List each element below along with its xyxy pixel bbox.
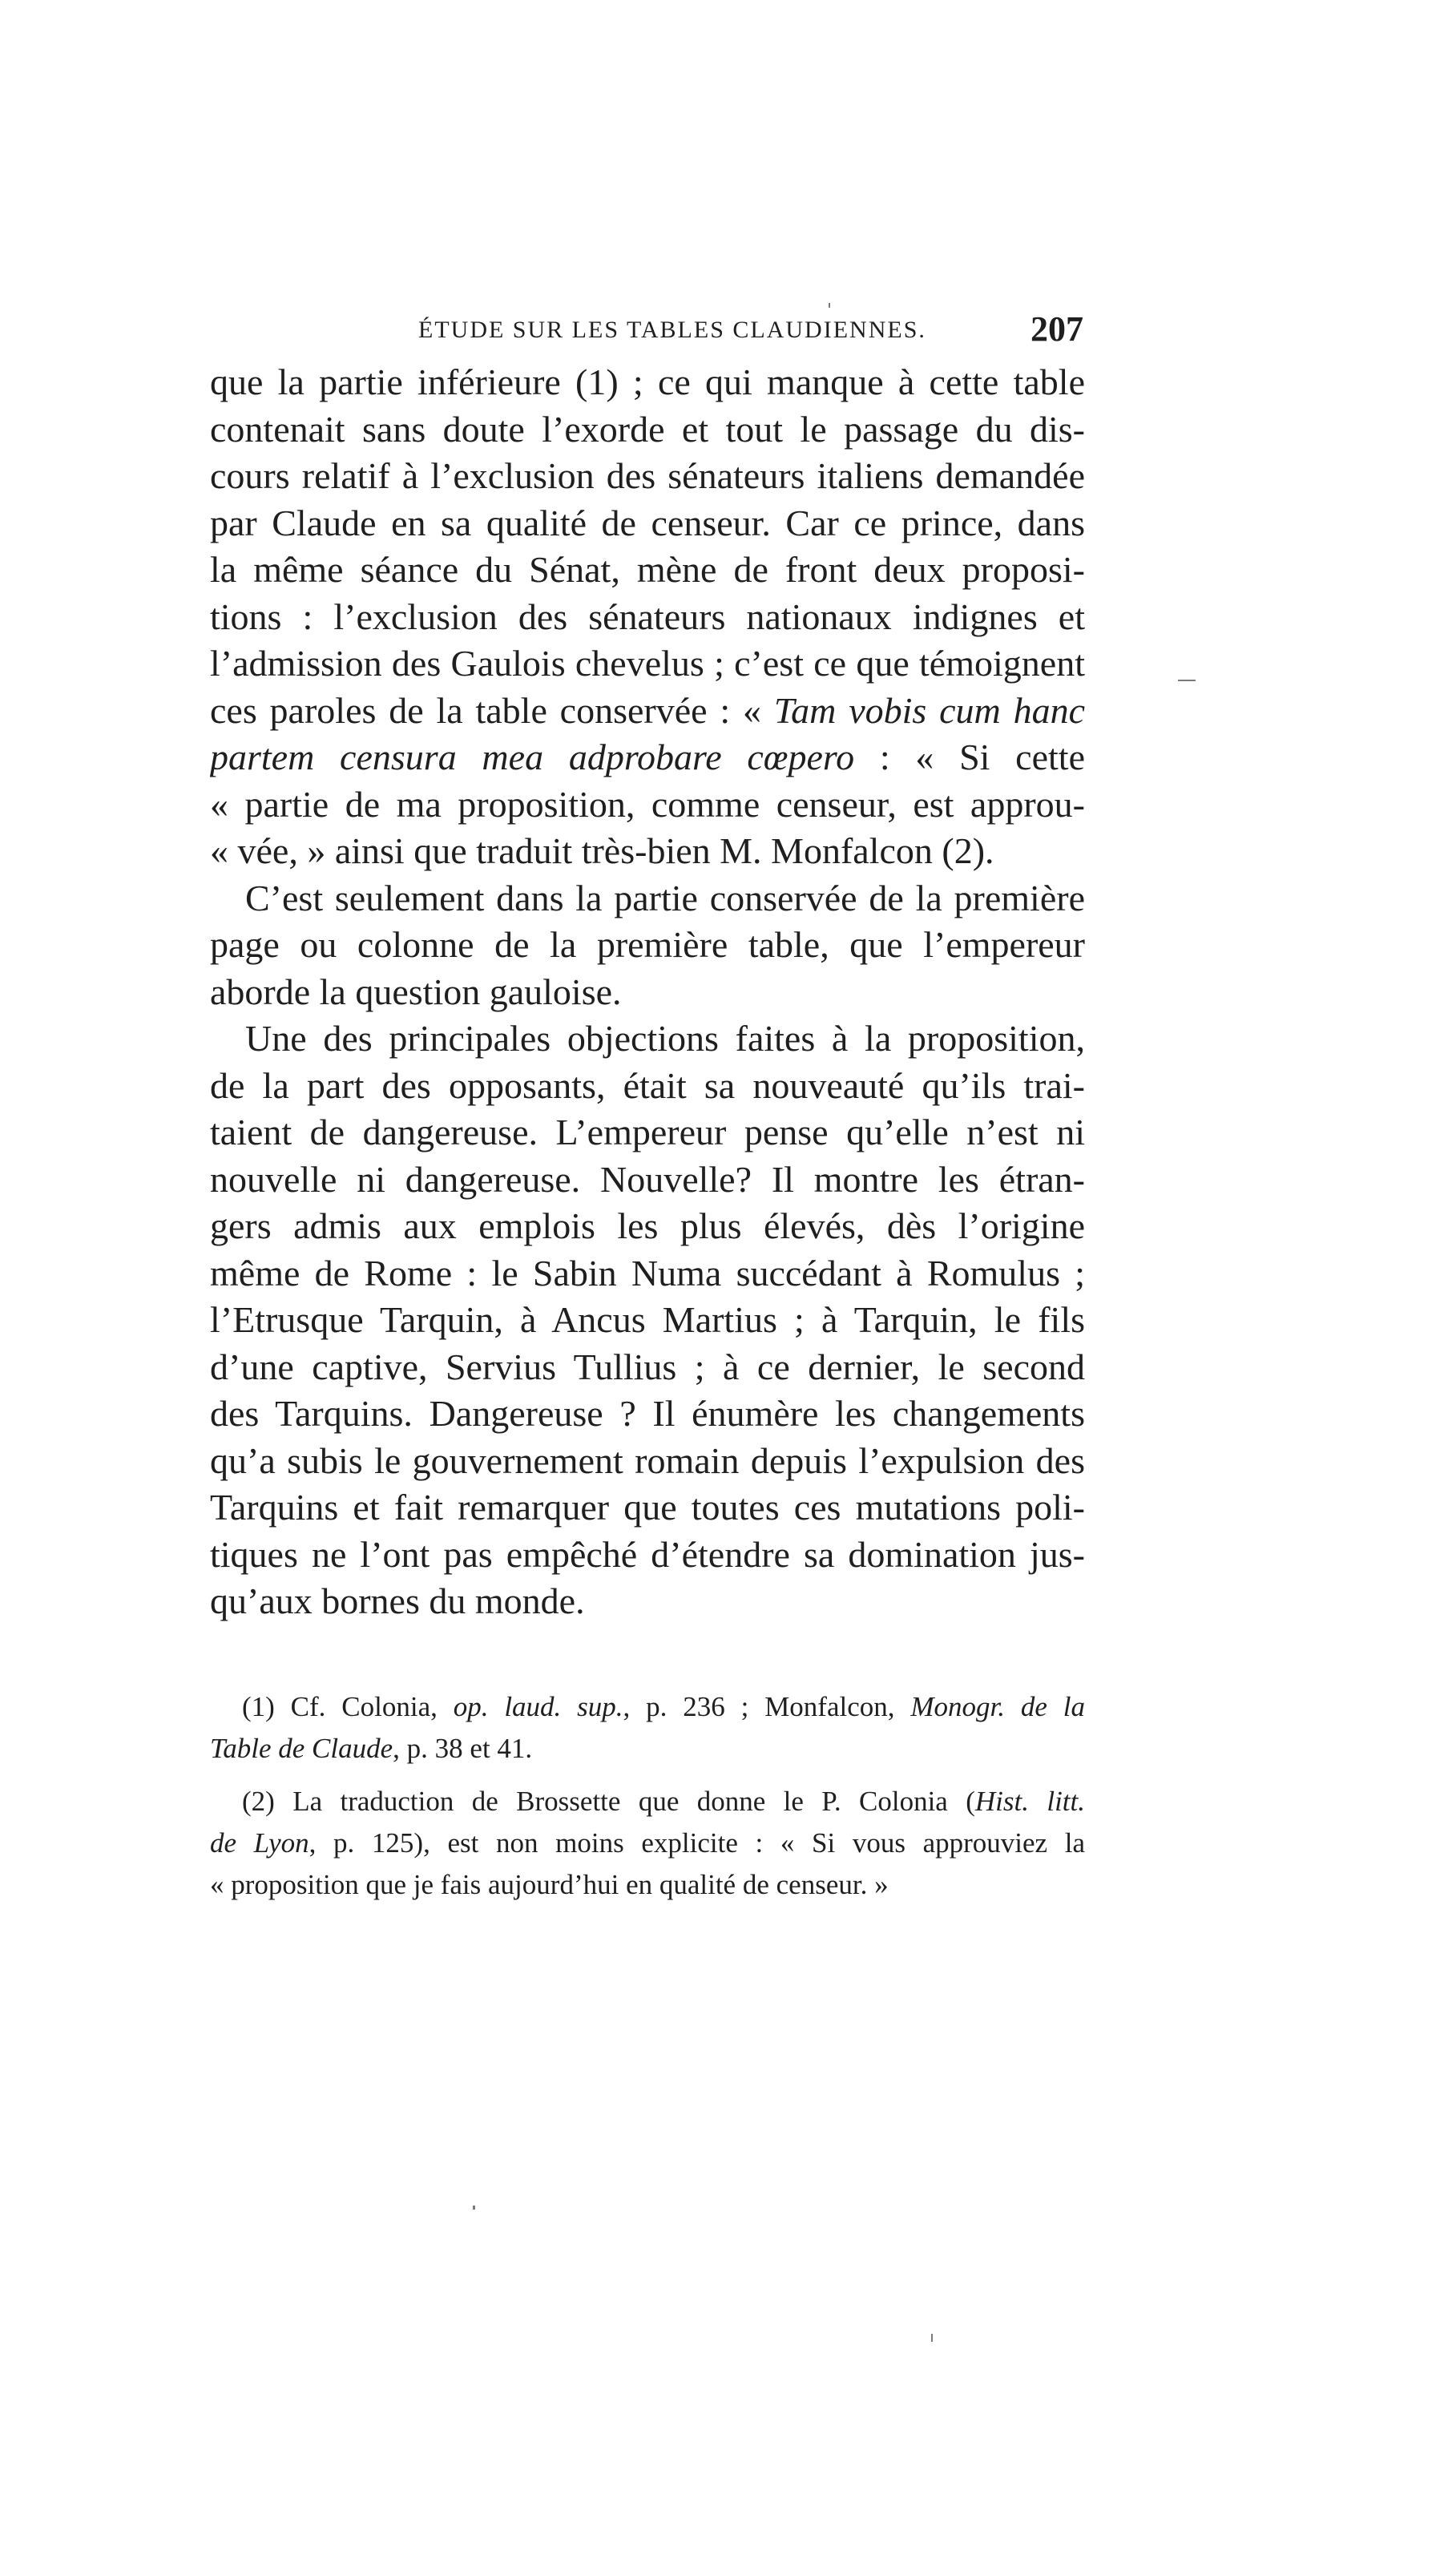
text-line: Une des principales objections faites à la proposition,: [245, 1018, 1085, 1059]
running-title: ÉTUDE SUR LES TABLES CLAUDIENNES.: [418, 317, 926, 343]
text-line: que la partie inférieure (1) ; ce qui manque à cette table: [210, 361, 1085, 402]
text-line: l’admission des Gaulois chevelus ; c’est ce que témoignent: [210, 643, 1085, 684]
text-line-with-latin: [210, 688, 1085, 735]
footnote-gap: [210, 1770, 1085, 1781]
text-line: tiques ne l’ont pas empêché d’étendre sa domination jus-: [210, 1533, 1085, 1575]
text-segment: ces paroles de la table conservée : «: [210, 689, 761, 731]
text-line-with-latin: [210, 734, 1085, 781]
text-line: l’Etrusque Tarquin, à Ancus Martius ; à Tarquin, le fils: [210, 1299, 1085, 1340]
text-line: qu’a subis le gouvernement romain depuis l’expulsion des: [210, 1439, 1085, 1481]
text-line: la même séance du Sénat, mène de front deux proposi-: [210, 549, 1085, 590]
text-line: de la part des opposants, était sa nouveauté qu’ils trai-: [210, 1064, 1085, 1106]
scan-speck: [931, 2334, 933, 2342]
text-segment: : « Si cette: [854, 737, 1085, 777]
body-text: [210, 359, 1085, 1625]
footnotes: [210, 1686, 1085, 1906]
text-line: « partie de ma proposition, comme censeur, est approu-: [210, 783, 1085, 825]
text-line: des Tarquins. Dangereuse ? Il énumère les changements: [210, 1393, 1085, 1434]
footnote-1-line: [210, 1728, 1085, 1770]
footnote-text: (1) Cf. Colonia,: [242, 1691, 454, 1722]
footnote-italic: op. laud. sup.: [453, 1691, 623, 1722]
text-line: Tarquins et fait remarquer que toutes ces mutations poli-: [210, 1487, 1085, 1528]
scan-speck: [1178, 680, 1196, 681]
text-line: cours relatif à l’exclusion des sénateurs italiens demandée: [210, 455, 1085, 496]
footnote-1-line: [210, 1686, 1085, 1728]
footnote-italic: de Lyon: [210, 1827, 309, 1859]
footnote-text: , p. 125), est non moins explicite : « Si vous approuviez la: [309, 1827, 1085, 1859]
text-line: page ou colonne de la première table, que l’empereur: [210, 924, 1085, 965]
footnote-italic: Table de Claude: [210, 1733, 393, 1764]
scan-speck: [473, 2206, 475, 2210]
text-line: aborde la question gauloise.: [210, 971, 622, 1012]
text-line: « vée, » ainsi que traduit très-bien M. Monfalcon (2).: [210, 830, 994, 871]
text-line: qu’aux bornes du monde.: [210, 1580, 585, 1621]
footnote-2-line: [210, 1822, 1085, 1864]
footnote-2-line: « proposition que je fais aujourd’hui en qualité de censeur. »: [210, 1869, 889, 1900]
text-line: gers admis aux emplois les plus élevés, dès l’origine: [210, 1205, 1085, 1246]
text-line: C’est seulement dans la partie conservée de la première: [245, 877, 1085, 918]
scan-speck: [829, 303, 830, 308]
text-line: par Claude en sa qualité de censeur. Car ce prince, dans: [210, 502, 1085, 543]
footnote-text: , p. 236 ; Monfalcon,: [623, 1691, 911, 1722]
text-line: tions : l’exclusion des sénateurs nationaux indignes et: [210, 595, 1085, 637]
text-line: contenait sans doute l’exorde et tout le passage du dis-: [210, 408, 1085, 450]
footnote-italic: Hist. litt.: [974, 1786, 1085, 1817]
footnote-2-line: [210, 1781, 1085, 1822]
footnote-text: (2) La traduction de Brossette que donne le P. Colonia (: [242, 1786, 975, 1817]
latin-quote: partem censura mea adprobare cœpero: [210, 737, 855, 777]
latin-quote: Tam vobis cum hanc: [773, 689, 1085, 731]
text-line: nouvelle ni dangereuse. Nouvelle? Il montre les étran-: [210, 1158, 1085, 1200]
running-head: [210, 309, 1083, 357]
text-line: même de Rome : le Sabin Numa succédant à Romulus ;: [210, 1252, 1085, 1294]
text-line: d’une captive, Servius Tullius ; à ce dernier, le second: [210, 1346, 1085, 1387]
footnote-text: , p. 38 et 41.: [393, 1733, 533, 1764]
page-number: 207: [1030, 309, 1083, 349]
text-line: taient de dangereuse. L’empereur pense qu’elle n’est ni: [210, 1112, 1085, 1152]
footnote-italic: Monogr. de la: [910, 1691, 1085, 1722]
